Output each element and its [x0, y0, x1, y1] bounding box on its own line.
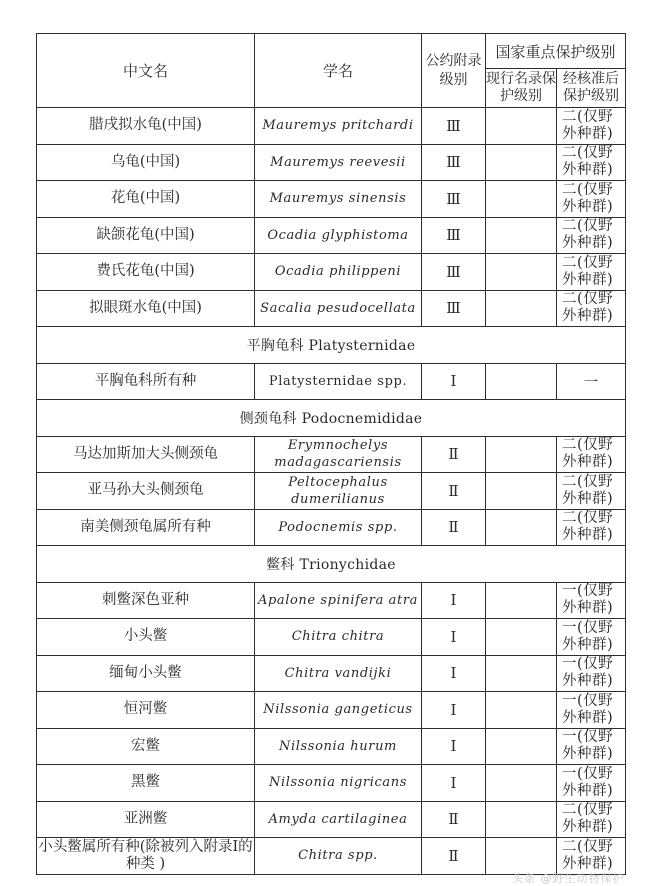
scientific-name-cell: Chitra vandijki: [255, 655, 422, 692]
reviewed-level-cell: 一(仅野外种群): [557, 692, 626, 729]
reviewed-level-cell: 二(仅野外种群): [557, 838, 626, 875]
scientific-name-cell: Chitra chitra: [255, 619, 422, 656]
reviewed-level-cell: 二(仅野外种群): [557, 108, 626, 145]
cites-level-cell: Ⅲ: [422, 108, 486, 145]
cites-level-cell: Ⅲ: [422, 144, 486, 181]
chinese-name-cell: 小头鳖: [37, 619, 255, 656]
table-row: [37, 363, 626, 400]
current-level-cell: [486, 254, 557, 291]
header-national-level: 国家重点保护级别: [486, 34, 626, 69]
scientific-name-cell: Amyda cartilaginea: [255, 801, 422, 838]
protection-level-table: [36, 33, 626, 875]
scientific-name-cell: Ocadia glyphistoma: [255, 217, 422, 254]
table-row: [37, 254, 626, 291]
scientific-name-cell: Podocnemis spp.: [255, 509, 422, 546]
scientific-name-cell: Nilssonia nigricans: [255, 765, 422, 802]
cites-level-cell: Ⅰ: [422, 692, 486, 729]
scientific-name-cell: Platysternidae spp.: [255, 363, 422, 400]
chinese-name-cell: 平胸龟科所有种: [37, 363, 255, 400]
table-row: [37, 290, 626, 327]
cites-level-cell: Ⅲ: [422, 254, 486, 291]
reviewed-level-cell: 二(仅野外种群): [557, 254, 626, 291]
cites-level-cell: Ⅱ: [422, 473, 486, 510]
current-level-cell: [486, 181, 557, 218]
table-row: [37, 692, 626, 729]
reviewed-level-cell: 二(仅野外种群): [557, 144, 626, 181]
chinese-name-cell: 花龟(中国): [37, 181, 255, 218]
reviewed-level-cell: 二(仅野外种群): [557, 217, 626, 254]
current-level-cell: [486, 692, 557, 729]
family-row: [37, 327, 626, 364]
family-name: 平胸龟科 Platysternidae: [37, 327, 626, 364]
table-row: [37, 619, 626, 656]
current-level-cell: [486, 217, 557, 254]
cites-level-cell: Ⅰ: [422, 655, 486, 692]
chinese-name-cell: 黑鳖: [37, 765, 255, 802]
current-level-cell: [486, 436, 557, 473]
cites-level-cell: Ⅰ: [422, 363, 486, 400]
chinese-name-cell: 亚洲鳖: [37, 801, 255, 838]
current-level-cell: [486, 363, 557, 400]
cites-level-cell: Ⅱ: [422, 509, 486, 546]
reviewed-level-cell: 一: [557, 363, 626, 400]
reviewed-level-cell: 二(仅野外种群): [557, 509, 626, 546]
table-body: [37, 108, 626, 875]
reviewed-level-cell: 二(仅野外种群): [557, 181, 626, 218]
reviewed-level-cell: 一(仅野外种群): [557, 655, 626, 692]
reviewed-level-cell: 一(仅野外种群): [557, 619, 626, 656]
current-level-cell: [486, 728, 557, 765]
current-level-cell: [486, 838, 557, 875]
chinese-name-cell: 缅甸小头鳖: [37, 655, 255, 692]
cites-level-cell: Ⅰ: [422, 728, 486, 765]
current-level-cell: [486, 582, 557, 619]
table-row: [37, 509, 626, 546]
chinese-name-cell: 拟眼斑水龟(中国): [37, 290, 255, 327]
header-cites-level: 公约附录级别: [422, 34, 486, 108]
cites-level-cell: Ⅰ: [422, 619, 486, 656]
cites-level-cell: Ⅰ: [422, 582, 486, 619]
current-level-cell: [486, 509, 557, 546]
chinese-name-cell: 小头鳖属所有种(除被列入附录Ⅰ的种类 ): [37, 838, 255, 875]
reviewed-level-cell: 二(仅野外种群): [557, 473, 626, 510]
scientific-name-cell: Mauremys sinensis: [255, 181, 422, 218]
chinese-name-cell: 费氏花龟(中国): [37, 254, 255, 291]
header-reviewed-level: 经核准后保护级别: [557, 69, 626, 108]
family-row: [37, 400, 626, 437]
chinese-name-cell: 刺鳖深色亚种: [37, 582, 255, 619]
cites-level-cell: Ⅱ: [422, 436, 486, 473]
reviewed-level-cell: 二(仅野外种群): [557, 290, 626, 327]
chinese-name-cell: 腊戌拟水龟(中国): [37, 108, 255, 145]
watermark: 头条 @野生动物保护: [512, 872, 625, 885]
chinese-name-cell: 乌龟(中国): [37, 144, 255, 181]
cites-level-cell: Ⅱ: [422, 838, 486, 875]
family-name: 侧颈龟科 Podocnemididae: [37, 400, 626, 437]
table-row: [37, 765, 626, 802]
chinese-name-cell: 南美侧颈龟属所有种: [37, 509, 255, 546]
reviewed-level-cell: 一(仅野外种群): [557, 582, 626, 619]
cites-level-cell: Ⅲ: [422, 217, 486, 254]
scientific-name-cell: Peltocephalus dumerilianus: [255, 473, 422, 510]
chinese-name-cell: 宏鳖: [37, 728, 255, 765]
reviewed-level-cell: 二(仅野外种群): [557, 801, 626, 838]
header-current-list: 现行名录保护级别: [486, 69, 557, 108]
current-level-cell: [486, 473, 557, 510]
scientific-name-cell: Apalone spinifera atra: [255, 582, 422, 619]
table-row: [37, 108, 626, 145]
header-chinese-name: 中文名: [37, 34, 255, 108]
family-row: [37, 546, 626, 583]
table-row: [37, 728, 626, 765]
current-level-cell: [486, 144, 557, 181]
current-level-cell: [486, 765, 557, 802]
cites-level-cell: Ⅰ: [422, 765, 486, 802]
table-row: [37, 838, 626, 875]
table-row: [37, 473, 626, 510]
reviewed-level-cell: 一(仅野外种群): [557, 765, 626, 802]
current-level-cell: [486, 801, 557, 838]
scientific-name-cell: Sacalia pesudocellata: [255, 290, 422, 327]
table-row: [37, 144, 626, 181]
cites-level-cell: Ⅲ: [422, 181, 486, 218]
chinese-name-cell: 缺颌花龟(中国): [37, 217, 255, 254]
scientific-name-cell: Nilssonia hurum: [255, 728, 422, 765]
family-name: 鳖科 Trionychidae: [37, 546, 626, 583]
scientific-name-cell: Ocadia philippeni: [255, 254, 422, 291]
scientific-name-cell: Mauremys reevesii: [255, 144, 422, 181]
scientific-name-cell: Nilssonia gangeticus: [255, 692, 422, 729]
current-level-cell: [486, 619, 557, 656]
scientific-name-cell: Chitra spp.: [255, 838, 422, 875]
current-level-cell: [486, 108, 557, 145]
table-row: [37, 801, 626, 838]
scientific-name-cell: Mauremys pritchardi: [255, 108, 422, 145]
table-row: [37, 436, 626, 473]
table-row: [37, 217, 626, 254]
table-row: [37, 582, 626, 619]
cites-level-cell: Ⅱ: [422, 801, 486, 838]
header-scientific-name: 学名: [255, 34, 422, 108]
chinese-name-cell: 恒河鳖: [37, 692, 255, 729]
chinese-name-cell: 亚马孙大头侧颈龟: [37, 473, 255, 510]
current-level-cell: [486, 290, 557, 327]
scientific-name-cell: Erymnochelys madagascariensis: [255, 436, 422, 473]
table-row: [37, 655, 626, 692]
cites-level-cell: Ⅲ: [422, 290, 486, 327]
chinese-name-cell: 马达加斯加大头侧颈龟: [37, 436, 255, 473]
reviewed-level-cell: 二(仅野外种群): [557, 436, 626, 473]
table-row: [37, 181, 626, 218]
reviewed-level-cell: 一(仅野外种群): [557, 728, 626, 765]
current-level-cell: [486, 655, 557, 692]
